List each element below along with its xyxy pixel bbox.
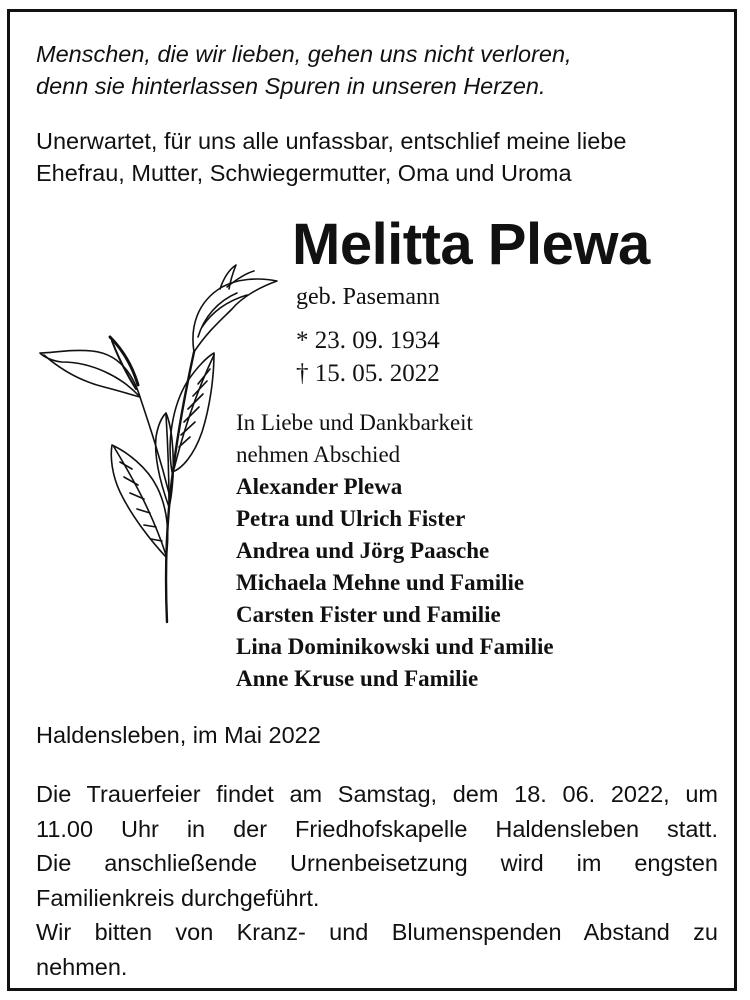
motto-line: Menschen, die wir lieben, gehen uns nicht verloren, xyxy=(36,41,572,67)
mourners-intro-line: In Liebe und Dankbarkeit xyxy=(236,410,473,435)
place-and-date: Haldensleben, im Mai 2022 xyxy=(36,722,321,748)
mourners-block xyxy=(236,407,554,695)
obituary-notice xyxy=(7,9,737,991)
funeral-line: Wir bitten von Kranz- und Blumenspenden Abstand zu xyxy=(36,919,718,945)
intro-line: Unerwartet, für uns alle unfassbar, entschlief meine liebe xyxy=(36,128,627,154)
birth-date: * 23. 09. 1934 xyxy=(296,327,440,354)
maiden-name: geb. Pasemann xyxy=(296,284,440,310)
intro-text xyxy=(36,125,726,189)
funeral-line: Die anschließende Urnenbeisetzung wird im engsten xyxy=(36,850,718,876)
life-dates xyxy=(296,324,440,390)
mourner-name: Carsten Fister und Familie xyxy=(236,602,501,627)
funeral-line: 11.00 Uhr in der Friedhofskapelle Haldensleben statt. xyxy=(36,815,718,842)
mourner-name: Michaela Mehne und Familie xyxy=(236,570,525,595)
deceased-name: Melitta Plewa xyxy=(292,212,650,277)
death-date: † 15. 05. 2022 xyxy=(296,360,440,387)
intro-line: Ehefrau, Mutter, Schwiegermutter, Oma und Uroma xyxy=(36,160,572,186)
motto-line: denn sie hinterlassen Spuren in unseren Herzen. xyxy=(36,73,546,99)
funeral-line: Familienkreis durchgeführt. xyxy=(36,884,320,911)
funeral-line: Die Trauerfeier findet am Samstag, dem 18. 06. 2022, um xyxy=(36,781,718,807)
mourner-name: Andrea und Jörg Paasche xyxy=(236,538,490,563)
mourner-name: Alexander Plewa xyxy=(236,474,403,499)
mourner-name: Petra und Ulrich Fister xyxy=(236,506,466,531)
funeral-line: nehmen. xyxy=(36,953,128,980)
mourners-intro-line: nehmen Abschied xyxy=(236,442,401,467)
mourner-name: Lina Dominikowski und Familie xyxy=(236,634,554,659)
motto-quote xyxy=(36,38,726,102)
mourner-name: Anne Kruse und Familie xyxy=(236,666,479,691)
funeral-details xyxy=(36,777,718,984)
